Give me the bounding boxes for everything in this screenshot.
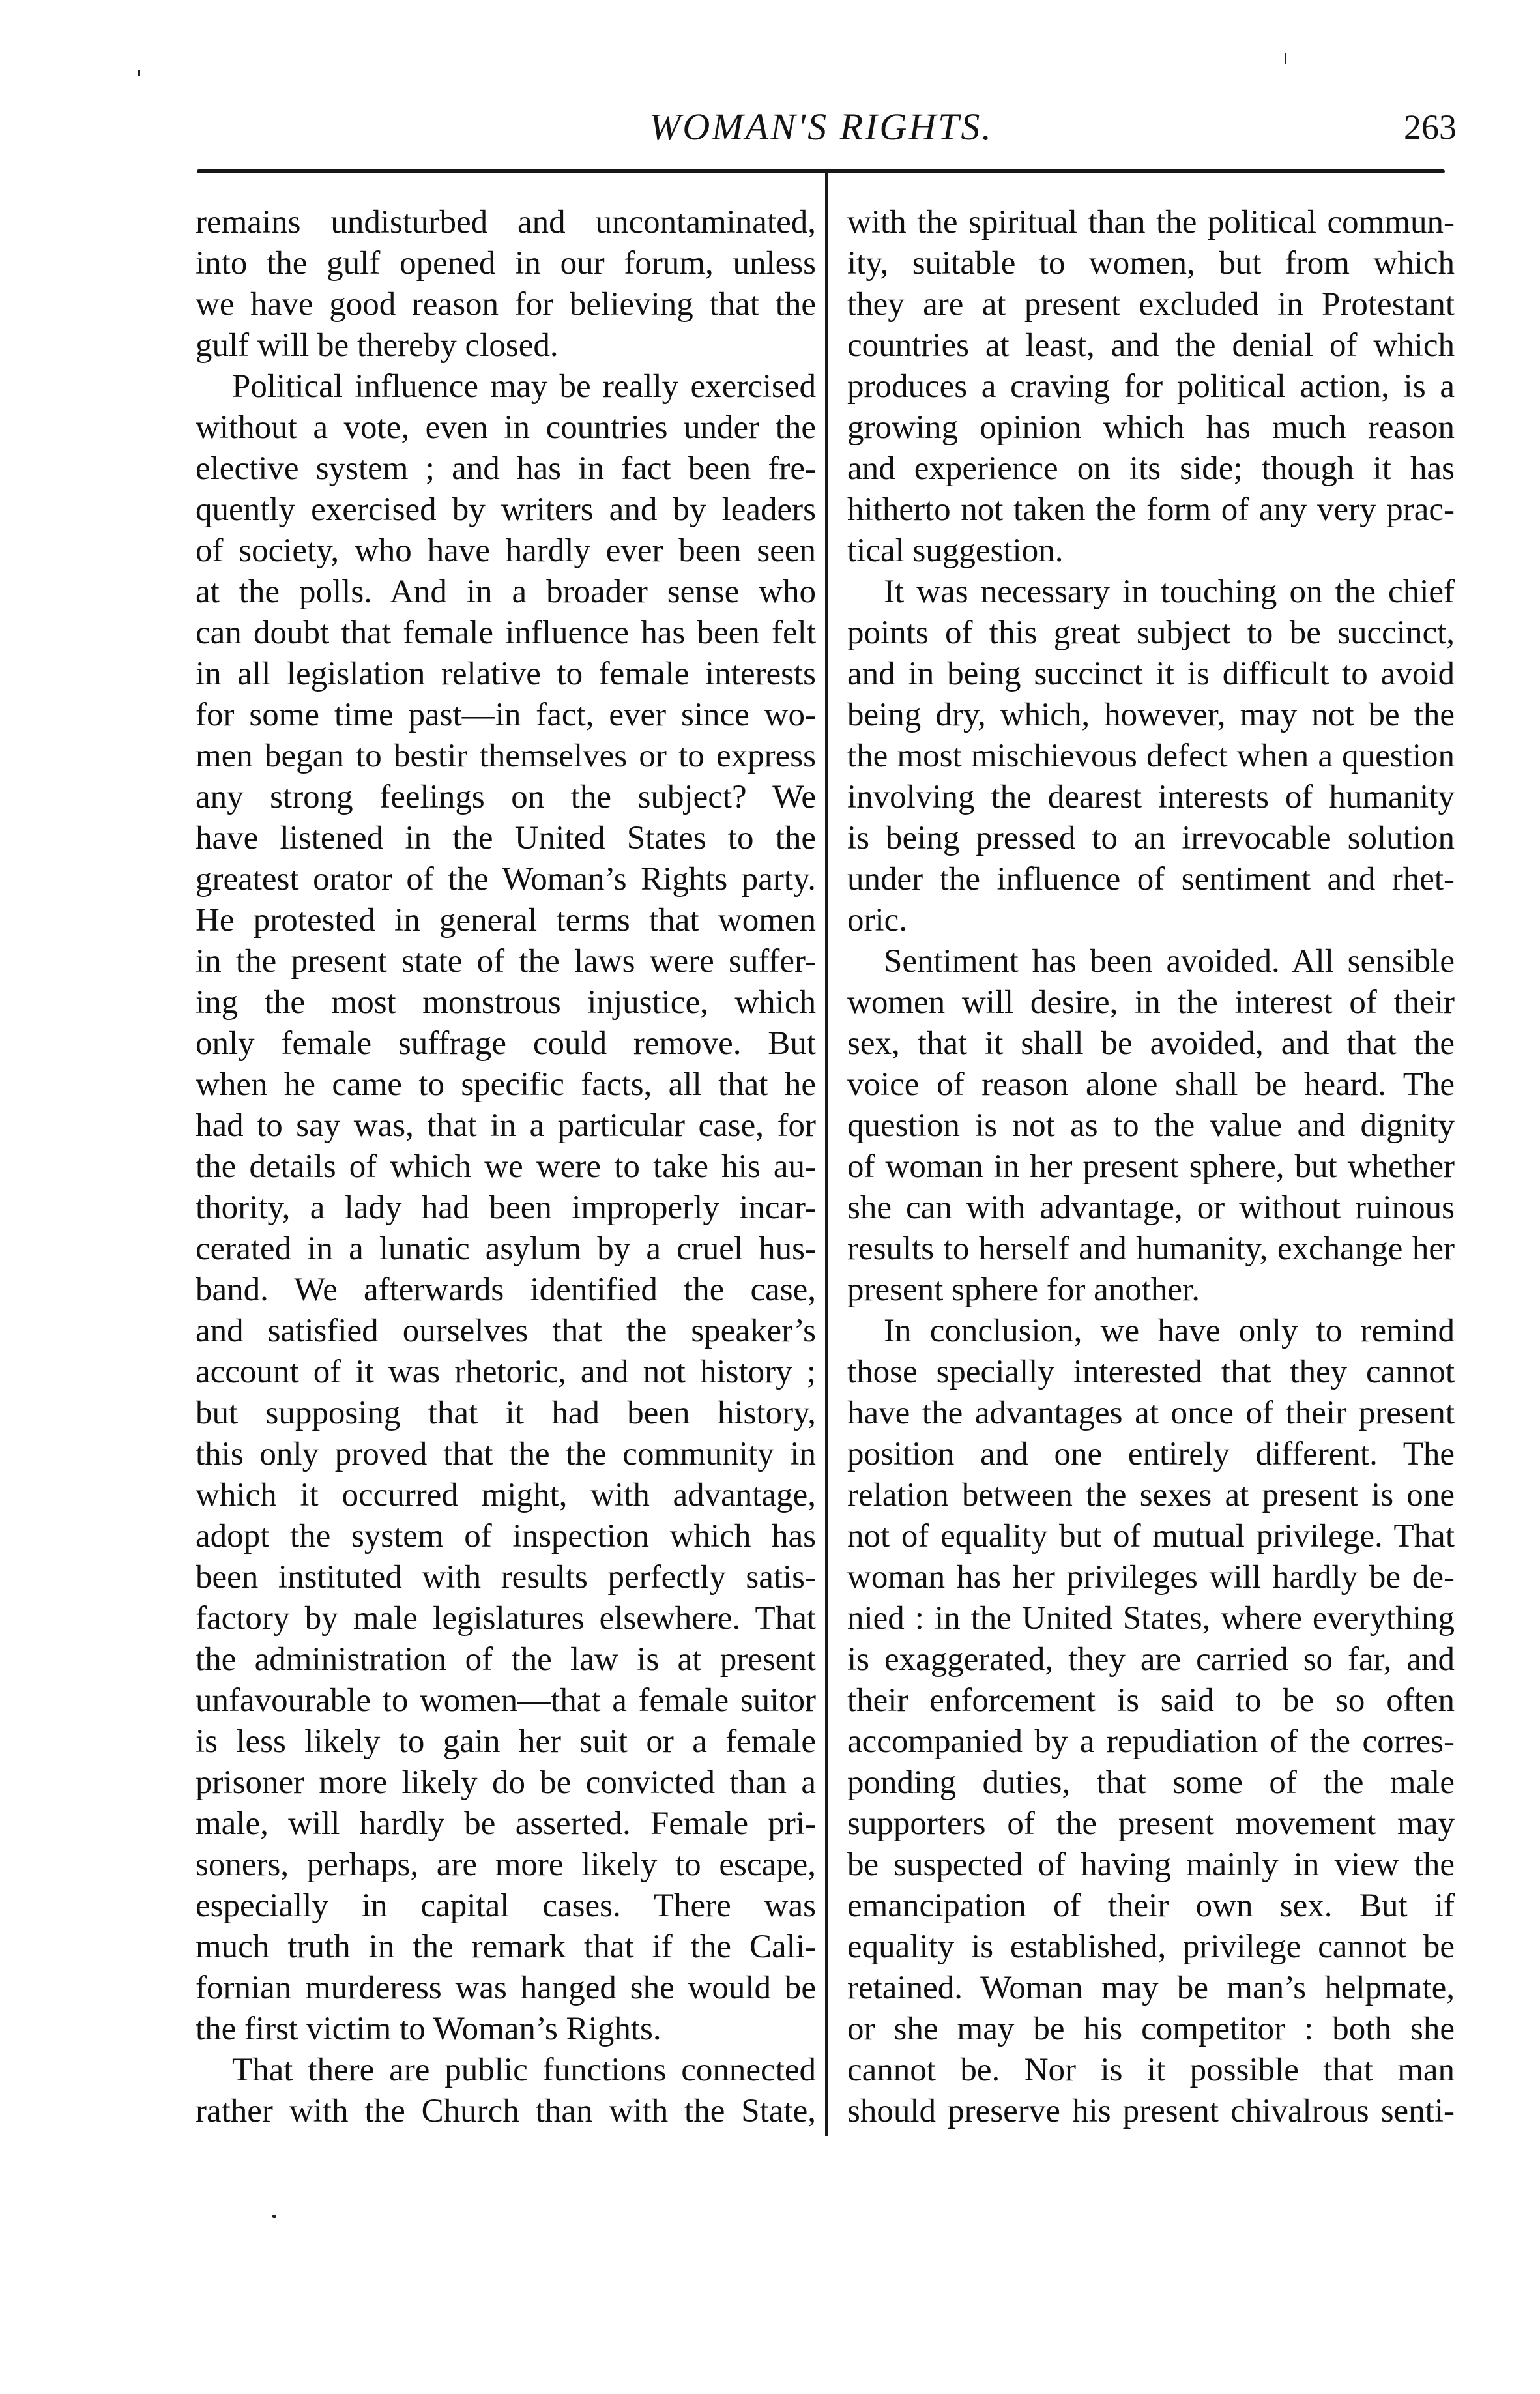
- text-line: without a vote, even in countries under the: [196, 409, 816, 446]
- text-line: gulf will be thereby closed.: [196, 327, 559, 364]
- stray-mark-top-left: [138, 70, 140, 76]
- text-line: they are at present excluded in Protestant: [847, 286, 1455, 323]
- text-line: results to herself and humanity, exchange her: [847, 1231, 1455, 1267]
- text-line: greatest orator of the Woman’s Rights party.: [196, 861, 816, 898]
- text-line: and satisfied ourselves that the speaker’s: [196, 1313, 816, 1349]
- text-line: oric.: [847, 902, 908, 939]
- text-line: relation between the sexes at present is one: [847, 1477, 1455, 1513]
- text-line: for some time past—in fact, ever since wo-: [196, 697, 816, 733]
- text-line: produces a craving for political action, is a: [847, 368, 1455, 405]
- text-line: ponding duties, that some of the male: [847, 1764, 1455, 1801]
- text-line: with the spiritual than the political commun-: [847, 204, 1455, 241]
- text-line: in all legislation relative to female interests: [196, 656, 816, 692]
- text-line: hitherto not taken the form of any very prac-: [847, 491, 1455, 528]
- text-line: is less likely to gain her suit or a female: [196, 1723, 816, 1760]
- header-rule: [197, 169, 1445, 173]
- text-line: have listened in the United States to the: [196, 820, 816, 856]
- stray-mark-top-right: [1285, 53, 1286, 64]
- text-line: soners, perhaps, are more likely to escape,: [196, 1847, 816, 1883]
- text-line: being dry, which, however, may not be the: [847, 697, 1455, 733]
- text-line: In conclusion, we have only to remind: [884, 1313, 1455, 1349]
- text-line: in the present state of the laws were suffer-: [196, 943, 816, 980]
- text-line: band. We afterwards identified the case,: [196, 1272, 816, 1308]
- text-line: is being pressed to an irrevocable solution: [847, 820, 1455, 856]
- text-line: under the influence of sentiment and rhet-: [847, 861, 1455, 898]
- stray-mark-bottom: [272, 2215, 276, 2218]
- text-line: rather with the Church than with the State,: [196, 2093, 816, 2129]
- text-line: but supposing that it had been history,: [196, 1395, 816, 1431]
- text-line: thority, a lady had been improperly incar-: [196, 1190, 816, 1226]
- text-line: been instituted with results perfectly satis-: [196, 1559, 816, 1596]
- text-line: involving the dearest interests of humanity: [847, 779, 1455, 815]
- text-line: or she may be his competitor : both she: [847, 2011, 1455, 2047]
- text-line: factory by male legislatures elsewhere. That: [196, 1600, 816, 1637]
- running-title: WOMAN'S RIGHTS.: [649, 106, 993, 148]
- text-line: points of this great subject to be succinct,: [847, 615, 1455, 651]
- text-line: into the gulf opened in our forum, unless: [196, 245, 816, 282]
- text-line: He protested in general terms that women: [196, 902, 816, 939]
- text-line: their enforcement is said to be so often: [847, 1682, 1455, 1719]
- text-line: tical suggestion.: [847, 533, 1064, 569]
- text-line: be suspected of having mainly in view the: [847, 1847, 1455, 1883]
- text-line: the first victim to Woman’s Rights.: [196, 2011, 661, 2047]
- text-line: have the advantages at once of their present: [847, 1395, 1455, 1431]
- text-line: much truth in the remark that if the Cali-: [196, 1929, 816, 1965]
- text-line: should preserve his present chivalrous senti-: [847, 2093, 1455, 2129]
- text-line: equality is established, privilege cannot be: [847, 1929, 1455, 1965]
- text-line: when he came to specific facts, all that he: [196, 1066, 816, 1103]
- text-line: fornian murderess was hanged she would be: [196, 1970, 816, 2006]
- text-line: voice of reason alone shall be heard. The: [847, 1066, 1455, 1103]
- text-line: cerated in a lunatic asylum by a cruel hus-: [196, 1231, 816, 1267]
- column-divider: [825, 171, 828, 2136]
- text-line: male, will hardly be asserted. Female pri-: [196, 1805, 816, 1842]
- text-line: is exaggerated, they are carried so far, and: [847, 1641, 1455, 1678]
- text-line: elective system ; and has in fact been fre-: [196, 450, 816, 487]
- text-line: retained. Woman may be man’s helpmate,: [847, 1970, 1455, 2006]
- text-line: emancipation of their own sex. But if: [847, 1888, 1455, 1924]
- text-line: ing the most monstrous injustice, which: [196, 984, 816, 1021]
- text-line: present sphere for another.: [847, 1272, 1200, 1308]
- text-line: ity, suitable to women, but from which: [847, 245, 1455, 282]
- text-line: countries at least, and the denial of which: [847, 327, 1455, 364]
- text-line: prisoner more likely do be convicted than a: [196, 1764, 816, 1801]
- text-line: which it occurred might, with advantage,: [196, 1477, 816, 1513]
- text-line: we have good reason for believing that the: [196, 286, 816, 323]
- text-line: adopt the system of inspection which has: [196, 1518, 816, 1555]
- text-line: and in being succinct it is difficult to avoid: [847, 656, 1455, 692]
- text-line: That there are public functions connected: [232, 2052, 816, 2088]
- text-line: unfavourable to women—that a female suitor: [196, 1682, 816, 1719]
- text-line: cannot be. Nor is it possible that man: [847, 2052, 1455, 2088]
- text-line: accompanied by a repudiation of the corres-: [847, 1723, 1455, 1760]
- text-line: nied : in the United States, where everything: [847, 1600, 1455, 1637]
- text-line: those specially interested that they cannot: [847, 1354, 1455, 1390]
- text-line: and experience on its side; though it has: [847, 450, 1455, 487]
- text-line: supporters of the present movement may: [847, 1805, 1455, 1842]
- text-line: had to say was, that in a particular case, for: [196, 1107, 816, 1144]
- text-line: Sentiment has been avoided. All sensible: [884, 943, 1455, 980]
- text-line: sex, that it shall be avoided, and that the: [847, 1025, 1455, 1062]
- text-line: growing opinion which has much reason: [847, 409, 1455, 446]
- text-line: woman has her privileges will hardly be de-: [847, 1559, 1455, 1596]
- text-line: remains undisturbed and uncontaminated,: [196, 204, 816, 241]
- text-line: can doubt that female influence has been felt: [196, 615, 816, 651]
- text-line: position and one entirely different. The: [847, 1436, 1455, 1472]
- text-line: quently exercised by writers and by leaders: [196, 491, 816, 528]
- text-line: men began to bestir themselves or to express: [196, 738, 816, 774]
- text-line: account of it was rhetoric, and not history ;: [196, 1354, 816, 1390]
- text-line: of society, who have hardly ever been seen: [196, 533, 816, 569]
- text-line: of woman in her present sphere, but whether: [847, 1148, 1455, 1185]
- text-line: this only proved that the the community in: [196, 1436, 816, 1472]
- text-line: at the polls. And in a broader sense who: [196, 574, 816, 610]
- text-line: women will desire, in the interest of their: [847, 984, 1455, 1021]
- text-line: she can with advantage, or without ruinous: [847, 1190, 1455, 1226]
- text-line: especially in capital cases. There was: [196, 1888, 816, 1924]
- text-line: Political influence may be really exercised: [232, 368, 816, 405]
- text-line: It was necessary in touching on the chief: [884, 574, 1455, 610]
- page-number: 263: [1404, 108, 1457, 147]
- text-line: not of equality but of mutual privilege. That: [847, 1518, 1455, 1555]
- text-line: the most mischievous defect when a question: [847, 738, 1455, 774]
- text-line: the administration of the law is at present: [196, 1641, 816, 1678]
- text-line: the details of which we were to take his au-: [196, 1148, 816, 1185]
- text-line: any strong feelings on the subject? We: [196, 779, 816, 815]
- text-line: only female suffrage could remove. But: [196, 1025, 816, 1062]
- text-line: question is not as to the value and dignity: [847, 1107, 1455, 1144]
